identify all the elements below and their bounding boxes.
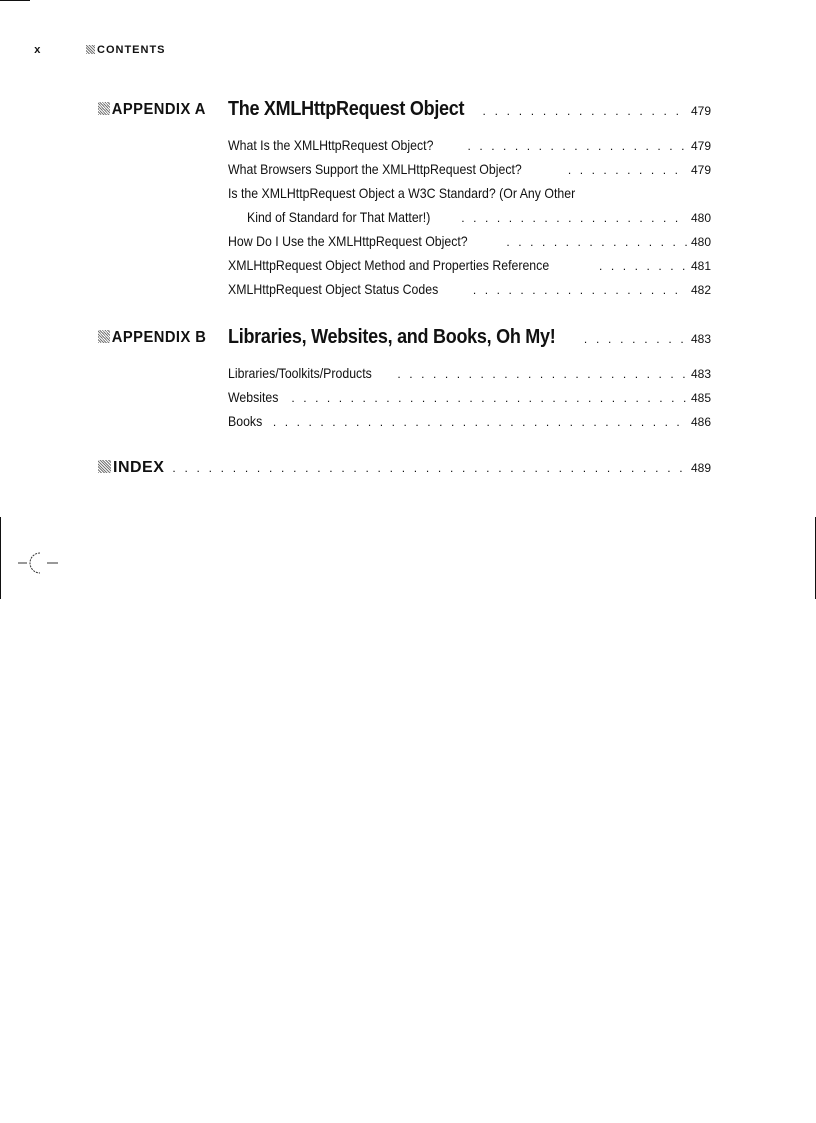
page-number: 481 (690, 259, 711, 273)
part-label-text: APPENDIX B (111, 329, 207, 346)
toc-entries-appendix-a (228, 133, 711, 301)
index-label (98, 459, 164, 477)
part-title-row[interactable] (228, 98, 711, 121)
dot-leader (599, 254, 687, 278)
hatch-block-icon (98, 102, 110, 115)
page-number: 479 (690, 163, 711, 177)
page-edge-left (0, 517, 1, 599)
page-number: 479 (690, 139, 711, 153)
part-label (98, 329, 206, 347)
page-number: 483 (690, 332, 711, 346)
index-label-text: INDEX (113, 459, 165, 476)
registration-mark (18, 550, 62, 576)
page-number: 480 (690, 235, 711, 249)
toc-entries-appendix-b (228, 361, 711, 433)
dot-leader (467, 134, 687, 158)
toc-entry-text: How Do I Use the XMLHttpRequest Object? (228, 233, 468, 249)
part-title-row[interactable] (228, 326, 711, 349)
toc-entry-line-1[interactable] (228, 181, 711, 205)
toc-entry[interactable] (228, 361, 711, 385)
running-head-title: CONTENTS (97, 44, 166, 56)
dot-leader (584, 332, 687, 346)
part-title: The XMLHttpRequest Object (228, 98, 465, 120)
hatch-block-icon (98, 460, 111, 473)
toc-entry-text: XMLHttpRequest Object Status Codes (228, 281, 439, 297)
dot-leader (397, 362, 687, 386)
crop-mark-top (0, 0, 30, 1)
page-number: 479 (690, 104, 711, 118)
toc-entry-text: Is the XMLHttpRequest Object a W3C Standard? (Or Any Other (228, 185, 576, 201)
toc-entry[interactable] (228, 277, 711, 301)
toc-entry-text: Libraries/Toolkits/Products (228, 365, 372, 381)
page-number: 489 (690, 461, 711, 475)
toc-entry[interactable] (228, 229, 711, 253)
toc-entry-text: What Browsers Support the XMLHttpRequest Object? (228, 161, 522, 177)
toc-entry[interactable] (228, 133, 711, 157)
page-number: 486 (690, 415, 711, 429)
dot-leader (568, 158, 687, 182)
toc-entry-text: XMLHttpRequest Object Method and Properties Reference (228, 257, 550, 273)
dot-leader (461, 206, 687, 230)
running-head (34, 44, 166, 57)
page-number: 485 (690, 391, 711, 405)
toc-entry[interactable] (228, 157, 711, 181)
dot-leader (172, 461, 687, 475)
toc-entry-text: Books (228, 413, 263, 429)
toc-index-row[interactable] (98, 459, 711, 477)
toc-entry-text: Websites (228, 389, 279, 405)
toc-entry[interactable] (228, 409, 711, 433)
page-number: 482 (690, 283, 711, 297)
toc-entry-text: Kind of Standard for That Matter!) (247, 209, 431, 225)
dot-leader (291, 386, 687, 410)
toc-entry-line-2[interactable] (228, 205, 711, 229)
toc-entry[interactable] (228, 385, 711, 409)
part-label-text: APPENDIX A (111, 101, 206, 118)
dot-leader (273, 410, 687, 434)
part-title: Libraries, Websites, and Books, Oh My! (228, 326, 556, 348)
part-label (98, 101, 206, 119)
hatch-block-icon (98, 330, 110, 343)
dot-leader (473, 278, 687, 302)
dot-leader (506, 230, 687, 254)
dot-leader (483, 104, 687, 118)
page-number: 480 (690, 211, 711, 225)
folio: x (34, 45, 42, 57)
toc-entry[interactable] (228, 253, 711, 277)
page-number: 483 (690, 367, 711, 381)
toc-entry-text: What Is the XMLHttpRequest Object? (228, 137, 434, 153)
hatch-block-icon (86, 45, 95, 54)
